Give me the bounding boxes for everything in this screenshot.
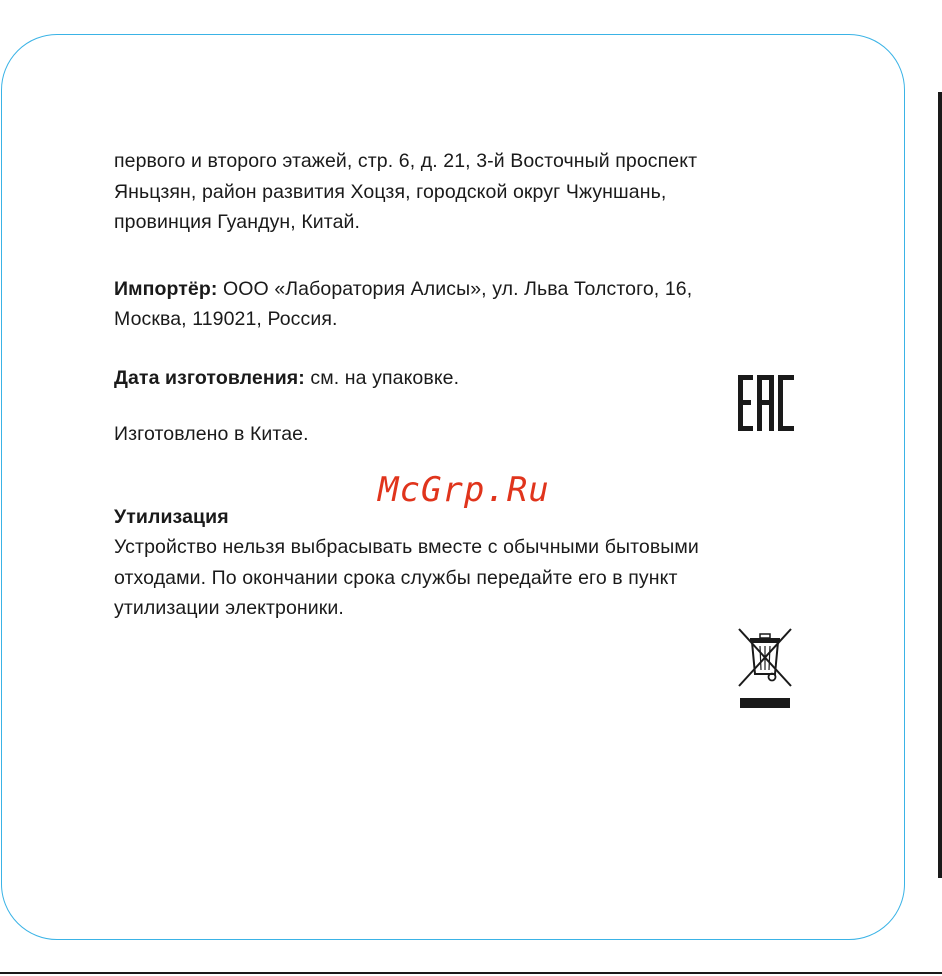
disposal-line: отходами. По окончании срока службы передайте его в пункт: [114, 566, 678, 589]
importer-info: [114, 274, 814, 335]
address-line: первого и второго этажей, стр. 6, д. 21, 3-й Восточный проспект: [114, 150, 698, 172]
address-line: Яньцзян, район развития Хоцзя, городской округ Чжуншань,: [114, 180, 667, 203]
manual-text: [114, 146, 814, 624]
page-bottom-line: [0, 972, 942, 974]
importer-line-2: Москва, 119021, Россия.: [114, 308, 338, 330]
importer-value: ООО «Лаборатория Алисы», ул. Льва Толстого, 16,: [217, 277, 693, 300]
disposal-line: Устройство нельзя выбрасывать вместе с обычными бытовыми: [114, 536, 699, 558]
manufacture-date-value: см. на упаковке.: [304, 366, 460, 389]
country-of-origin: Изготовлено в Китае.: [114, 423, 309, 445]
disposal-section: [114, 502, 814, 624]
importer-line-1: [114, 274, 814, 305]
eac-mark-icon: [736, 373, 796, 433]
manufacture-date: [114, 363, 814, 394]
address-line: провинция Гуандун, Китай.: [114, 211, 361, 233]
importer-label: Импортёр:: [114, 277, 218, 300]
page-edge-bar: [938, 92, 942, 878]
watermark: McGrp.Ru: [378, 470, 550, 510]
manufacturer-address: [114, 146, 814, 238]
disposal-heading: Утилизация: [114, 505, 229, 528]
manufacture-date-label: Дата изготовления:: [114, 366, 305, 389]
disposal-line: утилизации электроники.: [114, 597, 344, 619]
crossed-out-bin-icon: [736, 626, 794, 710]
